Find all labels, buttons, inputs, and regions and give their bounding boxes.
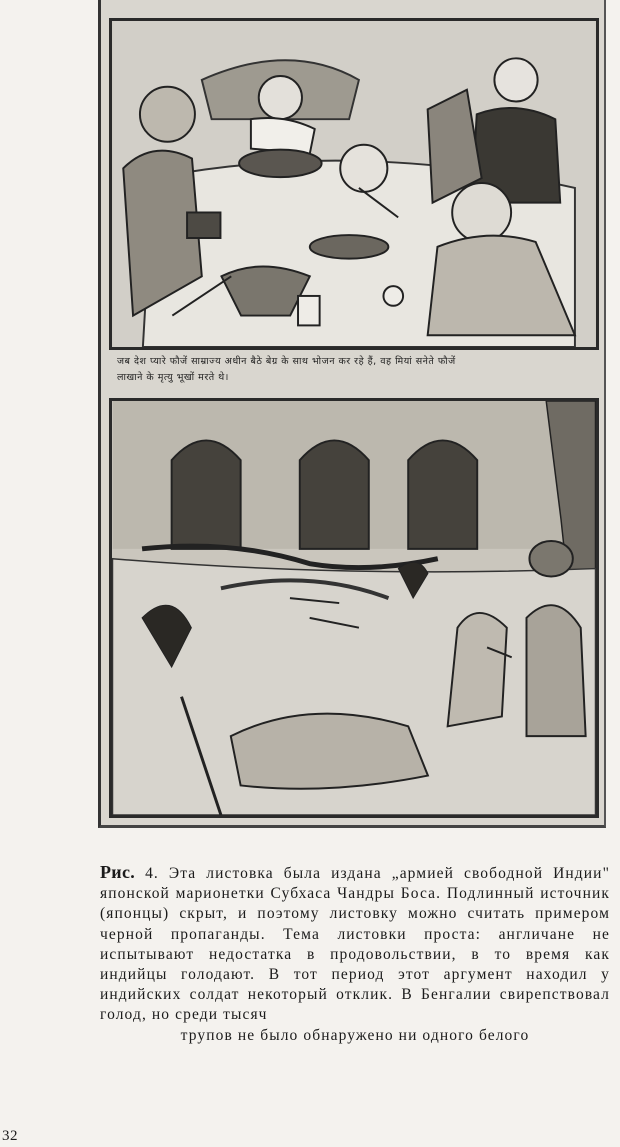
figure-caption [100, 862, 610, 1046]
caption-body: Эта листовка была издана „армией свободной Индии" японской марионетки Субхаса Чандры Боса. Подлинный источник (японцы) скрыт, и поэтому листовку можно считать примером черной пропаганды. Тема листовки проста: англичане не испытывают недостатка в продовольствии, в то время как индийцы голодают. В тот период этот аргумент находил у индийских солдат некоторый отклик. В Бенгалии свирепствовал голод, но среди тысяч [100, 865, 611, 1024]
feast-illustration [109, 18, 599, 350]
strip-line: जब देश प्यारे फौजें साम्राज्य अधीन बैठे बेग्र के साथ भोजन कर रहे हैं, वह मियां सनेते फौजें [117, 356, 456, 367]
famine-illustration [109, 398, 599, 818]
page-number: 32 [2, 1128, 18, 1144]
caption-number: 4. [145, 865, 159, 882]
caption-paragraph [100, 862, 610, 1026]
feast-drawing [112, 21, 596, 347]
caption-label: Рис. [100, 862, 136, 882]
leaflet-caption-strip [115, 354, 595, 396]
caption-last-line: трупов не было обнаружено ни одного белого [180, 1026, 530, 1044]
famine-drawing [112, 401, 596, 815]
leaflet-figure [98, 0, 606, 828]
strip-line: लाखाने के मृत्यु भूखों मरते थे। [117, 372, 229, 383]
